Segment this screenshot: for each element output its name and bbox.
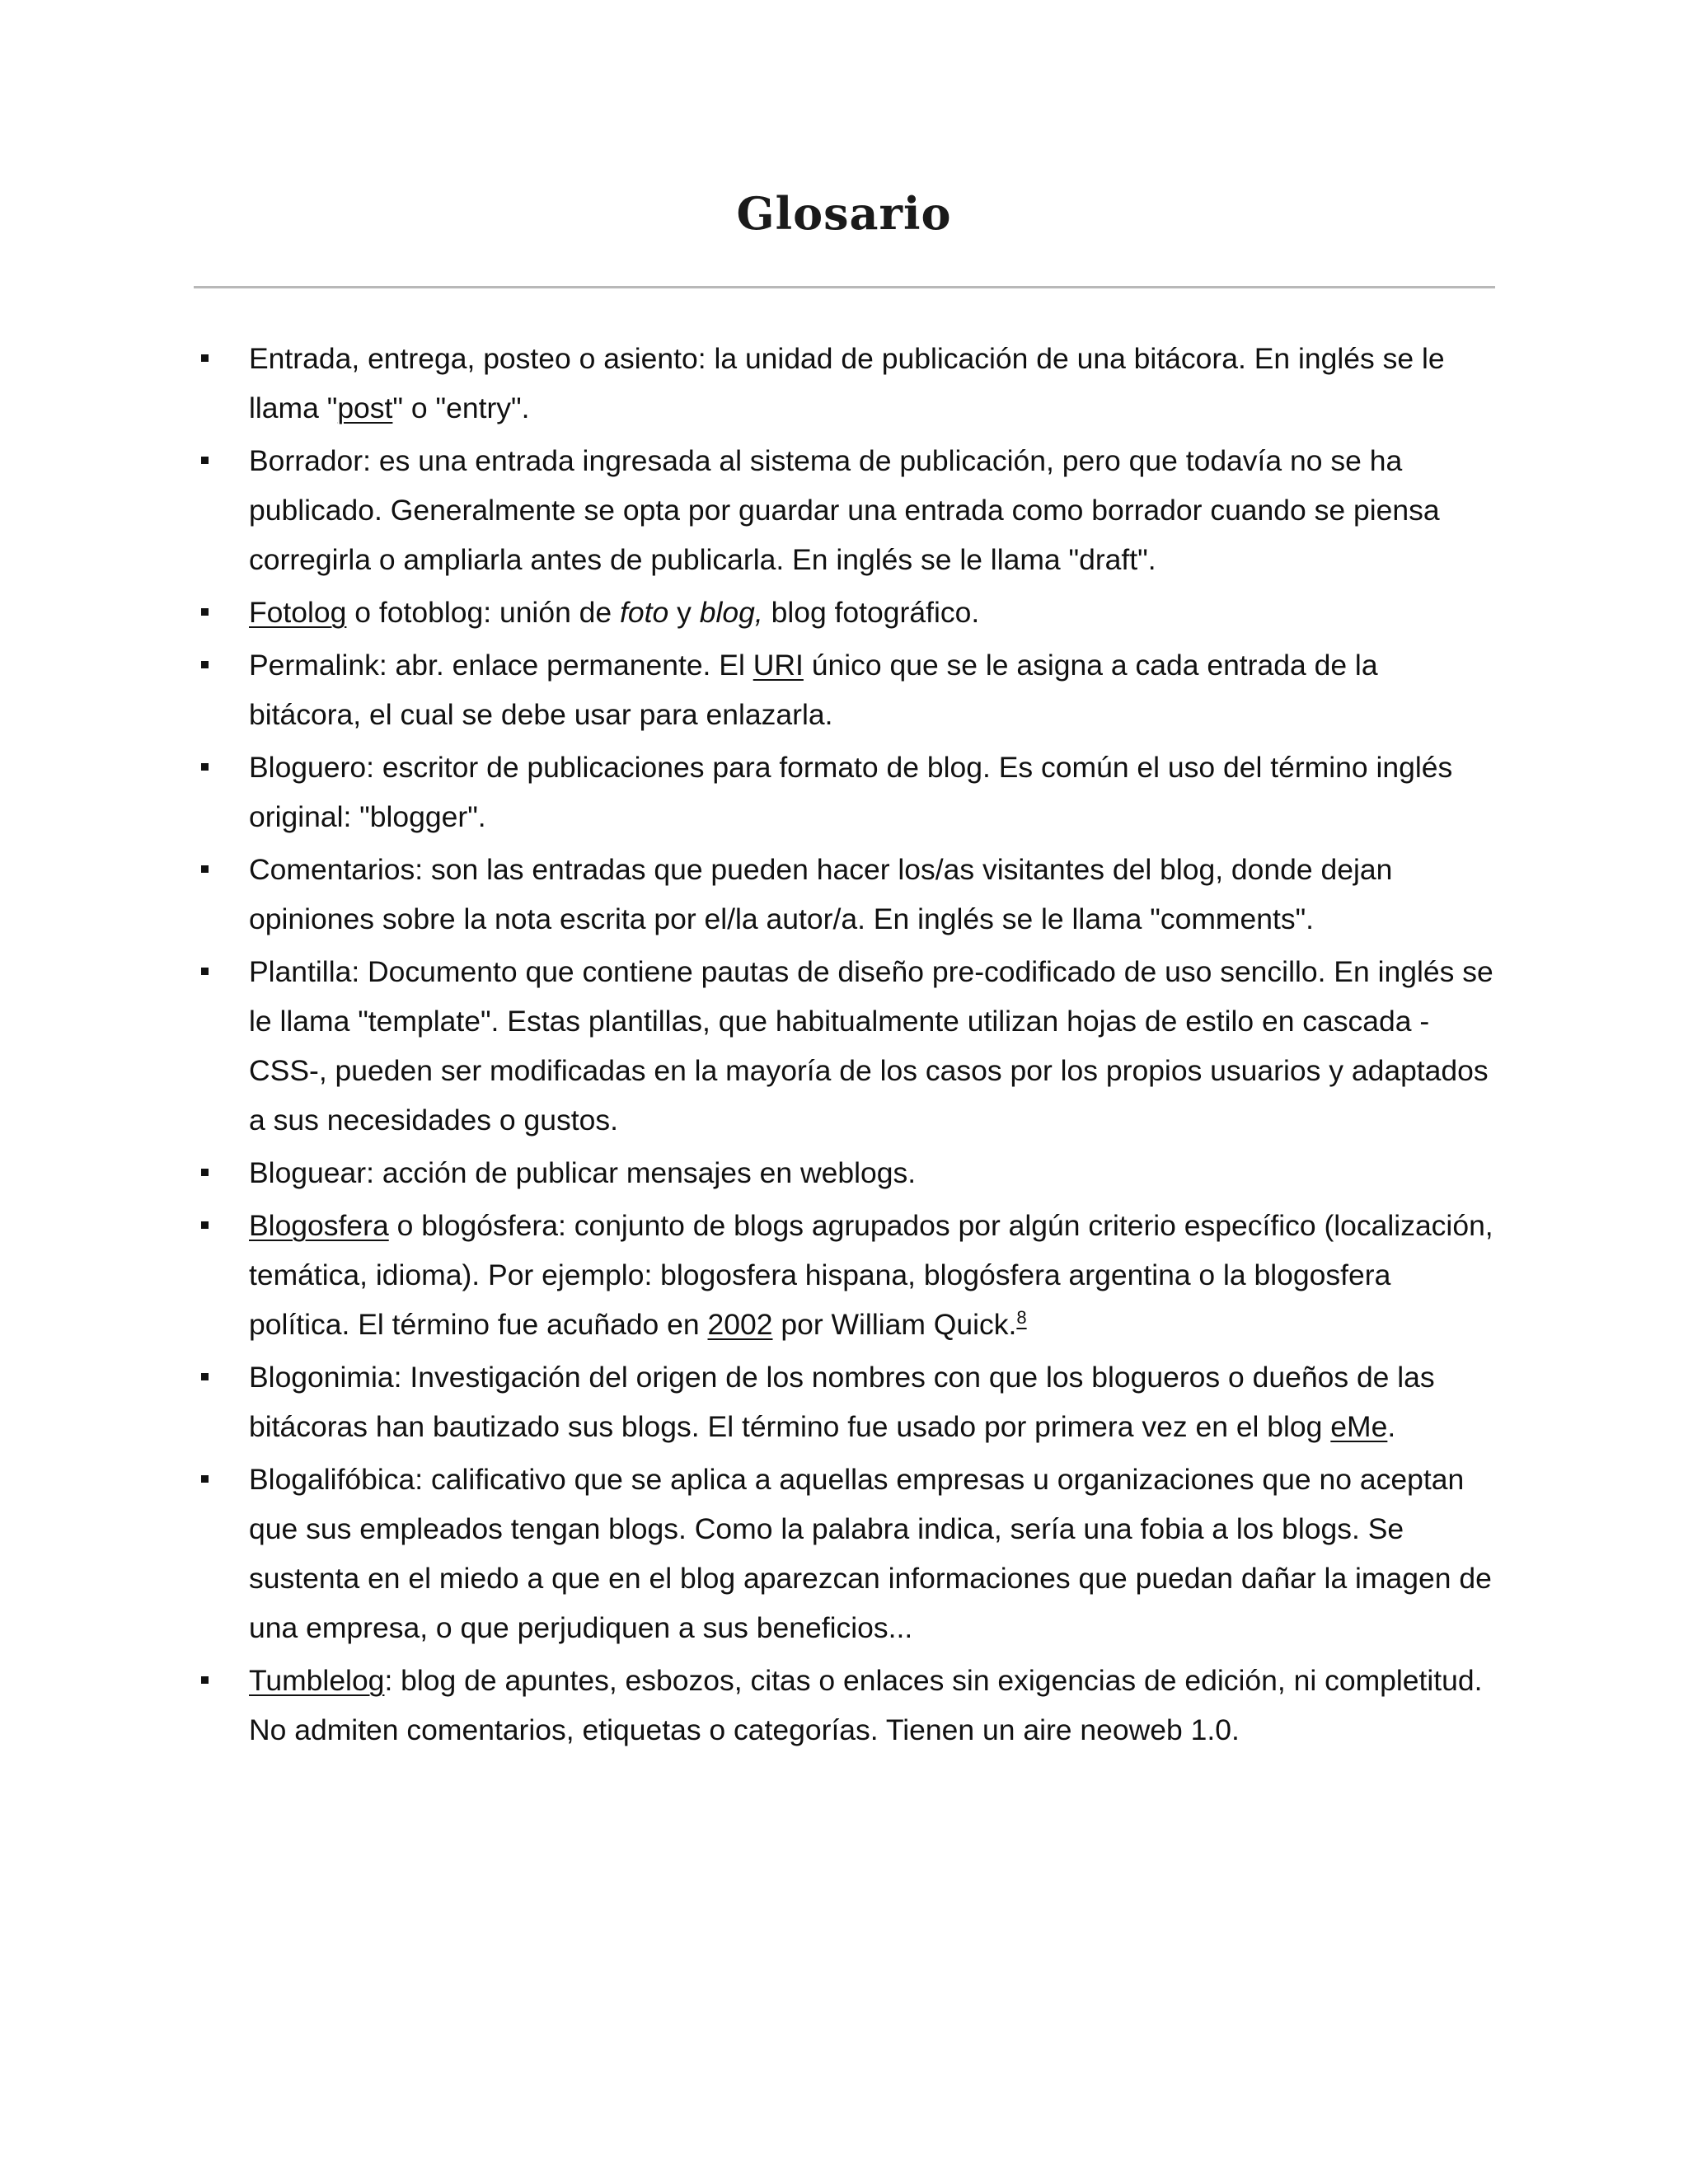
item-text: blog fotográfico. (762, 596, 980, 629)
item-text: Bloguear: acción de publicar mensajes en weblogs. (249, 1156, 917, 1189)
link-post[interactable]: post (337, 391, 393, 424)
item-text: Comentarios: son las entradas que pueden hacer los/as visitantes del blog, donde dejan opiniones sobre la nota escrita por el/la autor/a. En inglés se le llama "comments". (249, 853, 1393, 935)
item-text: " o "entry". (392, 391, 530, 424)
glossary-list (249, 334, 1495, 1758)
square-bullet-icon (201, 1373, 209, 1380)
item-text: Blogalifóbica: calificativo que se aplica a aquellas empresas u organizaciones que no aceptan que sus empleados tengan blogs. Como la palabra indica, sería una fobia a los blogs. Se sustenta en el miedo a que en el blog aparezcan informaciones que puedan dañar la imagen de una empresa, o que perjudiquen a sus beneficios... (249, 1463, 1492, 1644)
square-bullet-icon (201, 1475, 209, 1483)
glossary-item-comentarios (249, 845, 1495, 944)
square-bullet-icon (201, 865, 209, 873)
glossary-item-entrada (249, 334, 1495, 433)
square-bullet-icon (201, 1221, 209, 1229)
link-uri[interactable]: URI (753, 649, 804, 682)
glossary-item-plantilla (249, 947, 1495, 1145)
square-bullet-icon (201, 1169, 209, 1176)
glossary-item-bloguero (249, 743, 1495, 841)
glossary-item-permalink (249, 640, 1495, 739)
item-text: o fotoblog: unión de (346, 596, 621, 629)
link-eme[interactable]: eMe (1330, 1410, 1388, 1443)
square-bullet-icon (201, 763, 209, 771)
item-italic-text: blog, (699, 596, 763, 629)
square-bullet-icon (201, 661, 209, 668)
link-fotolog[interactable]: Fotolog (249, 596, 347, 629)
glossary-item-blogalifobica (249, 1455, 1495, 1652)
footnote-link[interactable]: 8 (1016, 1307, 1027, 1329)
item-text: Borrador: es una entrada ingresada al sistema de publicación, pero que todavía no se ha publicado. Generalmente se opta por guardar una entrada como borrador cuando se piensa corregirla o ampliarla antes de publicarla. En inglés se le llama "draft". (249, 444, 1440, 576)
glossary-item-borrador (249, 436, 1495, 584)
link-2002[interactable]: 2002 (707, 1308, 773, 1341)
square-bullet-icon (201, 457, 209, 464)
glossary-item-blogosfera (249, 1201, 1495, 1349)
item-text: por William Quick. (772, 1308, 1017, 1341)
square-bullet-icon (201, 1676, 209, 1684)
glossary-item-fotolog (249, 588, 1495, 637)
glossary-item-blogonimia (249, 1352, 1495, 1451)
title-divider (194, 286, 1495, 288)
page-title: Glosario (736, 187, 952, 240)
item-text: Plantilla: Documento que contiene pautas de diseño pre-codificado de uso sencillo. En inglés se le llama "template". Estas plantillas, que habitualmente utilizan hojas de estilo en cascada -CSS-, pueden ser modificadas en la mayoría de los casos por los propios usuarios y adaptados a sus necesidades o gustos. (249, 955, 1493, 1137)
link-tumblelog[interactable]: Tumblelog (249, 1664, 385, 1697)
item-text: único que se le asigna a cada entrada de la bitácora, el cual se debe usar para enlazarla. (249, 649, 1378, 731)
square-bullet-icon (201, 354, 209, 362)
glossary-item-bloguear (249, 1148, 1495, 1197)
item-italic-text: foto (620, 596, 669, 629)
item-text: Bloguero: escritor de publicaciones para formato de blog. Es común el uso del término inglés original: "blogger". (249, 751, 1453, 833)
item-text: o blogósfera: conjunto de blogs agrupados por algún criterio específico (localización, temática, idioma). Por ejemplo: blogosfera hispana, blogósfera argentina o la blogosfera política. El término fue acuñado en (249, 1209, 1493, 1341)
item-text: Blogonimia: Investigación del origen de los nombres con que los blogueros o dueños de las bitácoras han bautizado sus blogs. El término fue usado por primera vez en el blog (249, 1361, 1435, 1443)
item-text: Entrada, entrega, posteo o asiento: la unidad de publicación de una bitácora. En inglés se le llama " (249, 342, 1445, 424)
link-blogosfera[interactable]: Blogosfera (249, 1209, 389, 1242)
square-bullet-icon (201, 968, 209, 975)
item-text: Permalink: abr. enlace permanente. El (249, 649, 753, 682)
glossary-item-tumblelog (249, 1656, 1495, 1755)
item-text: y (668, 596, 700, 629)
item-text: . (1387, 1410, 1396, 1443)
item-text: : blog de apuntes, esbozos, citas o enlaces sin exigencias de edición, ni completitud. No admiten comentarios, etiquetas o categorías. Tienen un aire neoweb 1.0. (249, 1664, 1483, 1746)
square-bullet-icon (201, 608, 209, 616)
